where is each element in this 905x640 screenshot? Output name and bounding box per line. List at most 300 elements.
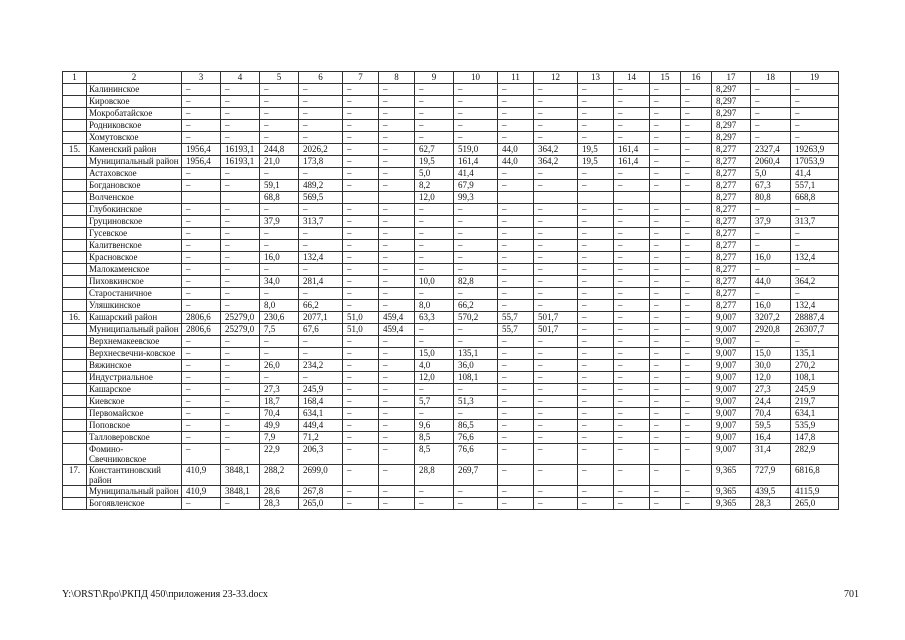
cell-value: – <box>578 216 614 228</box>
cell-value: – <box>182 216 221 228</box>
cell-value: – <box>379 348 415 360</box>
cell-value: – <box>343 288 379 300</box>
cell-value: – <box>791 108 839 120</box>
cell-value: – <box>614 216 650 228</box>
cell-value: – <box>415 384 454 396</box>
cell-value: – <box>751 288 791 300</box>
row-name: Старостаничное <box>87 288 182 300</box>
cell-value: – <box>681 180 712 192</box>
cell-value: – <box>343 180 379 192</box>
cell-value: 8,5 <box>415 432 454 444</box>
cell-value: – <box>534 444 578 465</box>
cell-value: – <box>343 132 379 144</box>
table-row <box>63 192 839 204</box>
cell-value: 2077,1 <box>299 312 343 324</box>
cell-value: 15,0 <box>415 348 454 360</box>
table-row <box>63 168 839 180</box>
cell-value: – <box>498 108 534 120</box>
row-name: Поповское <box>87 420 182 432</box>
cell-value: – <box>182 132 221 144</box>
cell-value: 313,7 <box>299 216 343 228</box>
column-number: 9 <box>415 72 454 84</box>
cell-value: – <box>681 252 712 264</box>
cell-value: – <box>260 204 299 216</box>
cell-value: – <box>299 228 343 240</box>
cell-value: 9,007 <box>712 372 751 384</box>
cell-value: – <box>681 384 712 396</box>
cell-value: 132,4 <box>791 300 839 312</box>
cell-value: – <box>578 168 614 180</box>
cell-value: – <box>454 108 498 120</box>
cell-value: – <box>182 228 221 240</box>
cell-value: 3207,2 <box>751 312 791 324</box>
cell-value: 18,7 <box>260 396 299 408</box>
cell-value: 8,277 <box>712 168 751 180</box>
table-row <box>63 180 839 192</box>
cell-value: 2699,0 <box>299 465 343 486</box>
cell-value: – <box>614 132 650 144</box>
cell-value: – <box>578 96 614 108</box>
cell-value: – <box>578 180 614 192</box>
cell-value: 70,4 <box>260 408 299 420</box>
row-number <box>63 96 87 108</box>
cell-value: 99,3 <box>454 192 498 204</box>
cell-value: – <box>299 348 343 360</box>
cell-value: – <box>681 486 712 498</box>
cell-value: – <box>343 300 379 312</box>
cell-value: 234,2 <box>299 360 343 372</box>
cell-value: – <box>454 408 498 420</box>
cell-value: – <box>650 96 681 108</box>
cell-value: 364,2 <box>534 144 578 156</box>
cell-value: – <box>578 228 614 240</box>
cell-value: – <box>221 384 260 396</box>
cell-value: 19,5 <box>415 156 454 168</box>
cell-value: 63,3 <box>415 312 454 324</box>
cell-value: 634,1 <box>299 408 343 420</box>
cell-value: 8,277 <box>712 144 751 156</box>
cell-value: – <box>299 108 343 120</box>
row-name: Калитвенское <box>87 240 182 252</box>
cell-value: – <box>343 84 379 96</box>
cell-value: 4115,9 <box>791 486 839 498</box>
cell-value: 8,297 <box>712 132 751 144</box>
cell-value: – <box>299 168 343 180</box>
cell-value: 8,277 <box>712 252 751 264</box>
row-number <box>63 384 87 396</box>
cell-value: – <box>454 324 498 336</box>
cell-value: – <box>681 498 712 510</box>
cell-value: 288,2 <box>260 465 299 486</box>
cell-value: – <box>578 204 614 216</box>
cell-value: – <box>299 120 343 132</box>
cell-value: – <box>614 264 650 276</box>
row-number <box>63 168 87 180</box>
row-number <box>63 84 87 96</box>
cell-value: 147,8 <box>791 432 839 444</box>
cell-value: 1956,4 <box>182 144 221 156</box>
cell-value: – <box>260 288 299 300</box>
table-row <box>63 276 839 288</box>
cell-value: – <box>614 120 650 132</box>
cell-value: – <box>379 372 415 384</box>
cell-value: – <box>379 180 415 192</box>
cell-value: 9,007 <box>712 420 751 432</box>
cell-value: – <box>498 372 534 384</box>
cell-value: – <box>614 465 650 486</box>
row-name: Богоявленское <box>87 498 182 510</box>
cell-value: – <box>650 240 681 252</box>
cell-value: 30,0 <box>751 360 791 372</box>
cell-value: – <box>681 408 712 420</box>
cell-value: 67,6 <box>299 324 343 336</box>
row-number <box>63 108 87 120</box>
cell-value: – <box>221 180 260 192</box>
cell-value: – <box>454 132 498 144</box>
cell-value: – <box>498 420 534 432</box>
cell-value: – <box>534 288 578 300</box>
cell-value: 2806,6 <box>182 324 221 336</box>
row-name: Груциновское <box>87 216 182 228</box>
cell-value: – <box>343 498 379 510</box>
cell-value: – <box>498 384 534 396</box>
cell-value: – <box>681 324 712 336</box>
cell-value: – <box>182 408 221 420</box>
cell-value: 28,6 <box>260 486 299 498</box>
cell-value: – <box>379 498 415 510</box>
cell-value: – <box>221 396 260 408</box>
row-number <box>63 180 87 192</box>
row-name: Хомутовское <box>87 132 182 144</box>
cell-value: – <box>454 264 498 276</box>
cell-value: – <box>454 96 498 108</box>
cell-value: 59,1 <box>260 180 299 192</box>
cell-value: – <box>260 264 299 276</box>
cell-value: – <box>681 216 712 228</box>
row-name: Муниципальный район <box>87 324 182 336</box>
cell-value: – <box>578 324 614 336</box>
cell-value: – <box>379 486 415 498</box>
column-number: 19 <box>791 72 839 84</box>
cell-value: 8,297 <box>712 84 751 96</box>
cell-value: – <box>614 276 650 288</box>
cell-value: 245,9 <box>791 384 839 396</box>
cell-value: – <box>614 312 650 324</box>
cell-value: – <box>578 300 614 312</box>
cell-value: – <box>614 240 650 252</box>
cell-value: – <box>260 336 299 348</box>
row-number <box>63 132 87 144</box>
cell-value: – <box>578 396 614 408</box>
cell-value: – <box>578 384 614 396</box>
cell-value <box>379 192 415 204</box>
cell-value: – <box>534 498 578 510</box>
cell-value: – <box>299 336 343 348</box>
cell-value: 71,2 <box>299 432 343 444</box>
cell-value: 12,0 <box>751 372 791 384</box>
cell-value: – <box>343 264 379 276</box>
cell-value: 519,0 <box>454 144 498 156</box>
cell-value: 313,7 <box>791 216 839 228</box>
cell-value: – <box>498 228 534 240</box>
row-number: 17. <box>63 465 87 486</box>
cell-value: – <box>650 120 681 132</box>
cell-value: – <box>681 372 712 384</box>
cell-value: – <box>650 288 681 300</box>
cell-value: 49,9 <box>260 420 299 432</box>
cell-value: – <box>578 264 614 276</box>
cell-value: 9,6 <box>415 420 454 432</box>
cell-value: – <box>650 228 681 240</box>
cell-value: 17053,9 <box>791 156 839 168</box>
cell-value: 70,4 <box>751 408 791 420</box>
row-number <box>63 360 87 372</box>
cell-value: 8,297 <box>712 120 751 132</box>
cell-value: – <box>578 420 614 432</box>
cell-value: – <box>498 408 534 420</box>
table-row <box>63 96 839 108</box>
cell-value: – <box>751 204 791 216</box>
cell-value: – <box>650 420 681 432</box>
cell-value: – <box>379 432 415 444</box>
cell-value: 132,4 <box>791 252 839 264</box>
cell-value: – <box>379 408 415 420</box>
cell-value: – <box>379 288 415 300</box>
cell-value: – <box>343 408 379 420</box>
cell-value: 364,2 <box>791 276 839 288</box>
cell-value: – <box>221 300 260 312</box>
cell-value: – <box>681 360 712 372</box>
cell-value: – <box>614 396 650 408</box>
cell-value: 41,4 <box>454 168 498 180</box>
cell-value: – <box>614 84 650 96</box>
cell-value: – <box>221 204 260 216</box>
cell-value: 9,007 <box>712 312 751 324</box>
cell-value: 8,277 <box>712 216 751 228</box>
cell-value: – <box>578 84 614 96</box>
cell-value: – <box>299 240 343 252</box>
cell-value: – <box>182 84 221 96</box>
table-row <box>63 498 839 510</box>
cell-value: – <box>454 84 498 96</box>
cell-value: – <box>260 348 299 360</box>
cell-value: 8,277 <box>712 276 751 288</box>
cell-value: – <box>415 498 454 510</box>
table-row <box>63 300 839 312</box>
cell-value: 4,0 <box>415 360 454 372</box>
cell-value: – <box>650 486 681 498</box>
cell-value: – <box>498 360 534 372</box>
cell-value: – <box>343 396 379 408</box>
row-number <box>63 396 87 408</box>
row-number <box>63 420 87 432</box>
cell-value: – <box>221 264 260 276</box>
cell-value: – <box>379 444 415 465</box>
table-row <box>63 120 839 132</box>
cell-value: 3848,1 <box>221 465 260 486</box>
cell-value: – <box>221 132 260 144</box>
cell-value: – <box>650 156 681 168</box>
row-name: Богдановское <box>87 180 182 192</box>
cell-value: – <box>379 252 415 264</box>
cell-value: 230,6 <box>260 312 299 324</box>
cell-value: – <box>681 132 712 144</box>
cell-value: – <box>221 408 260 420</box>
cell-value: – <box>578 120 614 132</box>
cell-value: – <box>415 486 454 498</box>
cell-value: – <box>791 96 839 108</box>
cell-value: – <box>614 486 650 498</box>
row-number <box>63 192 87 204</box>
cell-value: – <box>534 108 578 120</box>
cell-value: – <box>182 168 221 180</box>
cell-value: 76,6 <box>454 444 498 465</box>
row-name: Каменский район <box>87 144 182 156</box>
cell-value: 501,7 <box>534 312 578 324</box>
cell-value: – <box>578 276 614 288</box>
row-name: Киевское <box>87 396 182 408</box>
cell-value: – <box>534 204 578 216</box>
row-name: Кировское <box>87 96 182 108</box>
row-number <box>63 120 87 132</box>
cell-value: – <box>650 432 681 444</box>
cell-value: 501,7 <box>534 324 578 336</box>
table-row <box>63 465 839 486</box>
cell-value: – <box>343 486 379 498</box>
cell-value: – <box>534 168 578 180</box>
cell-value: – <box>221 432 260 444</box>
cell-value: – <box>498 432 534 444</box>
cell-value: – <box>681 96 712 108</box>
cell-value: – <box>791 288 839 300</box>
cell-value: – <box>534 132 578 144</box>
column-number: 16 <box>681 72 712 84</box>
table-row <box>63 432 839 444</box>
row-name: Мокробатайское <box>87 108 182 120</box>
cell-value: 8,277 <box>712 180 751 192</box>
table-row <box>63 420 839 432</box>
cell-value: – <box>578 408 614 420</box>
cell-value: 161,4 <box>614 156 650 168</box>
footer-file-path: Y:\ORST\Rpo\РКПД 450\приложения 23-33.docx <box>62 589 268 600</box>
cell-value <box>578 192 614 204</box>
cell-value: 8,0 <box>415 300 454 312</box>
cell-value: – <box>343 252 379 264</box>
cell-value: – <box>182 264 221 276</box>
cell-value: – <box>614 300 650 312</box>
cell-value: – <box>260 240 299 252</box>
cell-value: – <box>221 96 260 108</box>
cell-value: – <box>498 216 534 228</box>
cell-value: – <box>681 465 712 486</box>
column-number: 17 <box>712 72 751 84</box>
cell-value: 2060,4 <box>751 156 791 168</box>
cell-value: 410,9 <box>182 486 221 498</box>
cell-value: 25279,0 <box>221 312 260 324</box>
cell-value: – <box>454 336 498 348</box>
cell-value: – <box>498 300 534 312</box>
cell-value: 9,007 <box>712 336 751 348</box>
cell-value: – <box>182 360 221 372</box>
table-row <box>63 348 839 360</box>
row-number <box>63 498 87 510</box>
cell-value: – <box>534 360 578 372</box>
cell-value: – <box>791 132 839 144</box>
cell-value: – <box>650 408 681 420</box>
cell-value: – <box>379 420 415 432</box>
cell-value: – <box>650 132 681 144</box>
cell-value: – <box>182 252 221 264</box>
row-number <box>63 216 87 228</box>
cell-value: 8,277 <box>712 264 751 276</box>
cell-value: – <box>379 396 415 408</box>
cell-value: – <box>260 84 299 96</box>
cell-value: – <box>415 324 454 336</box>
cell-value: – <box>791 336 839 348</box>
cell-value: – <box>614 348 650 360</box>
cell-value: – <box>498 252 534 264</box>
cell-value: – <box>260 228 299 240</box>
cell-value: – <box>260 372 299 384</box>
cell-value: 6816,8 <box>791 465 839 486</box>
column-number: 10 <box>454 72 498 84</box>
cell-value: – <box>751 84 791 96</box>
cell-value: – <box>534 228 578 240</box>
cell-value: – <box>650 252 681 264</box>
cell-value: 62,7 <box>415 144 454 156</box>
column-number: 3 <box>182 72 221 84</box>
cell-value: – <box>650 498 681 510</box>
cell-value: – <box>182 276 221 288</box>
cell-value: – <box>614 168 650 180</box>
cell-value: 173,8 <box>299 156 343 168</box>
cell-value: – <box>221 348 260 360</box>
cell-value: – <box>498 336 534 348</box>
cell-value: – <box>221 498 260 510</box>
cell-value: – <box>379 132 415 144</box>
cell-value: 2026,2 <box>299 144 343 156</box>
cell-value: 449,4 <box>299 420 343 432</box>
row-number <box>63 156 87 168</box>
row-number <box>63 432 87 444</box>
cell-value: – <box>260 132 299 144</box>
cell-value: 108,1 <box>791 372 839 384</box>
cell-value: 76,6 <box>454 432 498 444</box>
cell-value: – <box>299 132 343 144</box>
cell-value: – <box>681 432 712 444</box>
cell-value: – <box>614 408 650 420</box>
table-row <box>63 396 839 408</box>
table-row <box>63 132 839 144</box>
cell-value: 68,8 <box>260 192 299 204</box>
cell-value: – <box>681 240 712 252</box>
cell-value: – <box>343 348 379 360</box>
cell-value: – <box>379 156 415 168</box>
cell-value: 66,2 <box>454 300 498 312</box>
cell-value: – <box>791 240 839 252</box>
cell-value: – <box>379 465 415 486</box>
cell-value: – <box>791 120 839 132</box>
table-row <box>63 216 839 228</box>
row-name: Глубокинское <box>87 204 182 216</box>
cell-value <box>534 192 578 204</box>
cell-value: – <box>681 312 712 324</box>
row-name: Вяжинское <box>87 360 182 372</box>
cell-value: – <box>182 288 221 300</box>
cell-value: 8,5 <box>415 444 454 465</box>
cell-value: – <box>681 204 712 216</box>
cell-value: – <box>343 240 379 252</box>
